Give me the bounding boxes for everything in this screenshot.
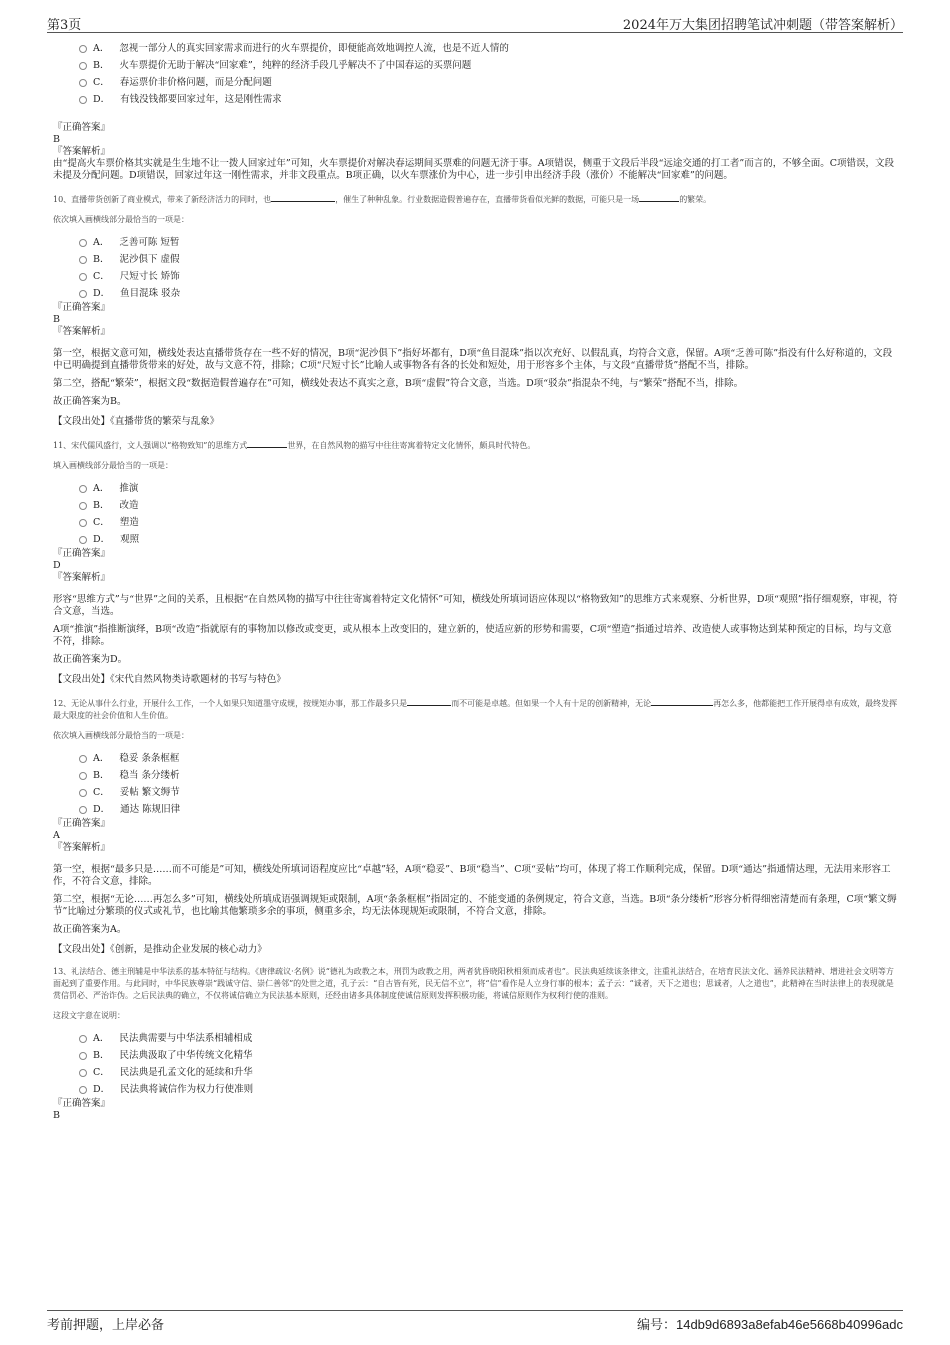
radio-icon[interactable]: [79, 62, 87, 70]
source-citation: 【文段出处】《创新，是推动企业发展的核心动力》: [53, 944, 267, 955]
footer-slogan: 考前押题，上岸必备: [47, 1318, 165, 1333]
answer-value: A: [53, 830, 60, 841]
q10-options: [79, 234, 898, 302]
q11-option-d[interactable]: D． 观照: [79, 531, 898, 548]
q11-option-b[interactable]: B． 改造: [79, 497, 898, 514]
radio-icon[interactable]: [79, 96, 87, 104]
q13-option-d[interactable]: D． 民法典将诚信作为权力行使准则: [79, 1081, 898, 1098]
explanation-label: 『答案解析』: [53, 146, 111, 157]
q13-options: [79, 1030, 898, 1098]
radio-icon[interactable]: [79, 290, 87, 298]
explanation-text: 形容“思维方式”与“世界”之间的关系，且根据“在自然风物的描写中往往寄寓着特定文化情怀”可知，横线处所填词语应体现以“格物致知”的思维方式来观察、分析世界，D项“观照”指仔细观察，审视，符合文意，当选。: [53, 594, 898, 617]
q13-option-a[interactable]: A． 民法典需要与中华法系相辅相成: [79, 1030, 898, 1047]
q12-option-d[interactable]: D． 通达 陈规旧律: [79, 801, 898, 818]
answer-value: B: [53, 134, 60, 145]
conclusion: 故正确答案为B。: [53, 396, 127, 407]
q11-stem: 11、宋代儒风盛行，文人强调以“格物致知”的思维方式 世界，在自然风物的描写中往往寄寓着特定文化情怀，颇具时代特色。: [53, 438, 898, 452]
answer-label: 『正确答案』: [53, 302, 111, 313]
q11-prompt: 填入画横线部分最恰当的一项是：: [53, 461, 173, 470]
radio-icon[interactable]: [79, 1052, 87, 1060]
document-code: 编号：14db9d6893a8efab46e5668b40996adc: [636, 1317, 903, 1332]
answer-label: 『正确答案』: [53, 122, 111, 133]
explanation-label: 『答案解析』: [53, 842, 111, 853]
q9-option-b[interactable]: B． 火车票提价无助于解决“回家难”，纯粹的经济手段几乎解决不了中国春运的买票问题: [79, 57, 898, 74]
explanation-text: 第二空，搭配“繁荣”，根据文段“数据造假普遍存在”可知，横线处表达不真实之意，B项“虚假”符合文意，当选。D项“驳杂”指混杂不纯，与“繁荣”搭配不当，排除。: [53, 378, 744, 389]
q12-option-a[interactable]: A． 稳妥 条条框框: [79, 750, 898, 767]
q13-stem: 13、礼法结合、德主刑辅是中华法系的基本特征与结构。《唐律疏议·名例》说“德礼为政教之本，刑罚为政教之用，两者犹昏晓阳秋相须而成者也”。民法典延续该条律文，注重礼法结合，在培育民法文化、涵养民法精神、增进社会文明等方面起到了重要作用。与此同时，中华民族尊崇“践诚守信、崇仁善邻”的处世之道，孔子云：“自古皆有死，民无信不立”，将“信”看作是人立身行事的根本；孟子云：“诚者，天下之道也；思诚者，人之道也”，此精神在当时法律上的表现就是赏信罚必、严治诈伪。之后民法典的确立，不仅将诚信确立为民法基本原则，还经由诸多具体制度使诚信原则发挥积极功能，将诚信原则作为权利行使的准则。: [53, 967, 894, 1000]
answer-value: B: [53, 1110, 60, 1121]
page-header: [47, 12, 903, 33]
answer-value: B: [53, 314, 60, 325]
source-citation: 【文段出处】《宋代自然风物类诗歌题材的书写与特色》: [53, 674, 286, 685]
radio-icon[interactable]: [79, 755, 87, 763]
q13-option-c[interactable]: C． 民法典是孔孟文化的延续和升华: [79, 1064, 898, 1081]
radio-icon[interactable]: [79, 485, 87, 493]
q10-prompt: 依次填入画横线部分最恰当的一项是：: [53, 215, 189, 224]
radio-icon[interactable]: [79, 45, 87, 53]
radio-icon[interactable]: [79, 1069, 87, 1077]
radio-icon[interactable]: [79, 536, 87, 544]
q9-option-d[interactable]: D． 有钱没钱都要回家过年，这是刚性需求: [79, 91, 898, 108]
explanation-text: 第一空，根据“最多只是……而不可能是”可知，横线处所填词语程度应比“卓越”轻，A项“稳妥”、B项“稳当”、C项“妥帖”均可，体现了将工作顺利完成，保留。D项“通达”指通情达理，无法用来形容工作，不符合文意，排除。: [53, 864, 891, 887]
radio-icon[interactable]: [79, 789, 87, 797]
source-citation: 【文段出处】《直播带货的繁荣与乱象》: [53, 416, 220, 427]
q11-options: [79, 480, 898, 548]
conclusion: 故正确答案为A。: [53, 924, 127, 935]
q12-prompt: 依次填入画横线部分最恰当的一项是：: [53, 731, 189, 740]
radio-icon[interactable]: [79, 79, 87, 87]
answer-label: 『正确答案』: [53, 1098, 111, 1109]
q12-stem: 12、无论从事什么行业，开展什么工作，一个人如果只知道墨守成规，按规矩办事，那工作最多只是 而不可能是卓越。但如果一个人有十足的创新精神，无论 再怎么多，他都能把工作开展得卓有成效，最终发挥最大限度的社会价值和人生价值。: [53, 696, 898, 722]
q10-stem: 10、直播带货创新了商业模式，带来了新经济活力的同时，也 ，催生了种种乱象。行业数据造假普遍存在，直播带货看似光鲜的数据，可能只是一场 的繁荣。: [53, 192, 898, 206]
answer-label: 『正确答案』: [53, 818, 111, 829]
q12-option-c[interactable]: C． 妥帖 繁文缛节: [79, 784, 898, 801]
q10-option-d[interactable]: D． 鱼目混珠 驳杂: [79, 285, 898, 302]
answer-value: D: [53, 560, 61, 571]
q11-option-a[interactable]: A． 推演: [79, 480, 898, 497]
explanation-label: 『答案解析』: [53, 572, 111, 583]
radio-icon[interactable]: [79, 502, 87, 510]
explanation-label: 『答案解析』: [53, 326, 111, 337]
radio-icon[interactable]: [79, 806, 87, 814]
explanation-text: A项“推演”指推断演绎，B项“改造”指就原有的事物加以修改或变更，或从根本上改变旧的，建立新的，使适应新的形势和需要，C项“塑造”指通过培养、改造使人或事物达到某种预定的目标，均与文意不符，排除。: [53, 624, 892, 647]
explanation-text: 由“提高火车票价格其实就是生生地不让一拨人回家过年”可知，火车票提价对解决春运期间买票难的问题无济于事。A项错误，侧重于文段后半段“远途交通的打工者”而言的，不够全面。C项错误，文段未提及分配问题。D项错误，回家过年这一刚性需求，并非文段重点。B项正确，以火车票涨价为中心，进一步引申出经济手段（涨价）不能解决“回家难”的问题。: [53, 158, 895, 181]
q11-option-c[interactable]: C． 塑造: [79, 514, 898, 531]
explanation-text: 第一空，根据文意可知，横线处表达直播带货存在一些不好的情况，B项“泥沙俱下”指好坏都有，D项“鱼目混珠”指以次充好、以假乱真，均符合文意，保留。A项“乏善可陈”指没有什么好称道的，文段中已明确提到直播带货带来的好处，故与文意不符，排除；C项“尺短寸长”比喻人或事物各有各的长处和短处，用于形容多个主体，与文段“直播带货”搭配不当，排除。: [53, 348, 893, 371]
q12-options: [79, 750, 898, 818]
q9-option-a[interactable]: A． 忽视一部分人的真实回家需求而进行的火车票提价，即便能高效地调控人流，也是不近人情的: [79, 40, 898, 57]
q10-option-b[interactable]: B． 泥沙俱下 虚假: [79, 251, 898, 268]
q12-option-b[interactable]: B． 稳当 条分缕析: [79, 767, 898, 784]
document-title: 2024年万大集团招聘笔试冲刺题（带答案解析）: [622, 18, 903, 33]
conclusion: 故正确答案为D。: [53, 654, 128, 665]
radio-icon[interactable]: [79, 772, 87, 780]
radio-icon[interactable]: [79, 239, 87, 247]
radio-icon[interactable]: [79, 1035, 87, 1043]
radio-icon[interactable]: [79, 256, 87, 264]
page-footer: [47, 1310, 903, 1333]
q9-options: [79, 40, 898, 108]
page-number: 第3页: [47, 18, 82, 33]
explanation-text: 第二空，根据“无论……再怎么多”可知，横线处所填成语强调规矩或限制，A项“条条框框”指固定的、不能变通的条例规定，符合文意，当选。B项“条分缕析”形容分析得细密清楚而有条理，C项“繁文缛节”比喻过分繁琐的仪式或礼节，也比喻其他繁琐多余的事项，侧重多余，均无法体现规矩或限制，不符合文意，排除。: [53, 894, 897, 917]
q13-option-b[interactable]: B． 民法典汲取了中华传统文化精华: [79, 1047, 898, 1064]
q10-option-c[interactable]: C． 尺短寸长 矫饰: [79, 268, 898, 285]
page-content: [53, 40, 898, 1122]
q9-option-c[interactable]: C． 春运票价非价格问题，而是分配问题: [79, 74, 898, 91]
answer-label: 『正确答案』: [53, 548, 111, 559]
radio-icon[interactable]: [79, 273, 87, 281]
radio-icon[interactable]: [79, 1086, 87, 1094]
radio-icon[interactable]: [79, 519, 87, 527]
q13-prompt: 这段文字意在说明：: [53, 1011, 125, 1020]
q10-option-a[interactable]: A． 乏善可陈 短暂: [79, 234, 898, 251]
